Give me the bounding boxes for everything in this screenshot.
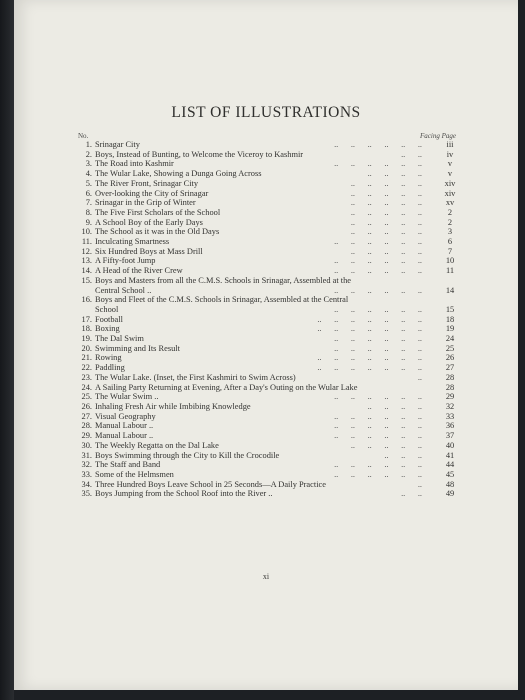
list-item xyxy=(70,295,462,305)
illustration-title: The Staff and Band xyxy=(95,460,161,470)
list-item xyxy=(70,169,462,179)
illustration-number: 12. xyxy=(81,246,92,256)
list-item xyxy=(70,344,462,354)
dot-leaders: .. .. .. .. .. xyxy=(350,440,422,450)
dot-leaders: .. .. .. .. .. .. .. xyxy=(317,363,422,373)
facing-page-number: v xyxy=(447,159,453,169)
illustration-number: 26. xyxy=(81,401,92,411)
illustration-number: 11. xyxy=(81,237,92,247)
list-item xyxy=(70,412,462,422)
facing-page-number: 40 xyxy=(445,440,455,450)
list-item xyxy=(70,189,462,199)
list-item xyxy=(70,373,462,383)
dot-leaders: .. .. .. .. .. .. xyxy=(334,469,422,479)
illustration-number: 34. xyxy=(81,479,92,489)
illustration-title: Boys, Instead of Bunting, to Welcome the Viceroy to Kashmir xyxy=(95,149,304,159)
dot-leaders: .. .. .. .. .. .. xyxy=(334,285,422,295)
illustration-title: Paddling xyxy=(95,363,125,373)
illustration-title: Boys Jumping from the School Roof into the River .. xyxy=(95,489,273,499)
list-item xyxy=(70,363,462,373)
list-item xyxy=(70,431,462,441)
facing-page-number: 48 xyxy=(445,479,455,489)
list-item xyxy=(70,480,462,490)
facing-page-number: 18 xyxy=(445,314,455,324)
dot-leaders: .. .. .. .. xyxy=(367,401,422,411)
facing-page-number: 37 xyxy=(445,431,455,441)
illustration-number: 15. xyxy=(81,275,92,285)
illustration-title: Manual Labour .. xyxy=(95,431,154,441)
book-spine-shadow xyxy=(0,0,14,700)
dot-leaders: .. .. .. .. .. .. xyxy=(334,411,422,421)
illustration-number: 3. xyxy=(85,159,92,169)
facing-page-number: 7 xyxy=(447,246,453,256)
illustration-title: Manual Labour .. xyxy=(95,421,154,431)
facing-page-number: xv xyxy=(445,198,455,208)
illustration-title: Boys Swimming through the City to Kill the Crocodile xyxy=(95,450,280,460)
list-item xyxy=(70,227,462,237)
illustration-number: 28. xyxy=(81,421,92,431)
illustration-title: Rowing xyxy=(95,353,122,363)
illustration-title: Boys and Masters from all the C.M.S. Schools in Srinagar, Assembled at the xyxy=(95,275,352,285)
illustration-title: The Dal Swim xyxy=(95,334,144,344)
illustration-title: Six Hundred Boys at Mass Drill xyxy=(95,246,203,256)
illustration-number: 13. xyxy=(81,256,92,266)
illustration-title: Inhaling Fresh Air while Imbibing Knowledge xyxy=(95,401,251,411)
illustration-title: A Fifty-foot Jump xyxy=(95,256,156,266)
illustration-title-continuation: School xyxy=(95,304,119,314)
dot-leaders: .. .. .. .. .. .. xyxy=(334,237,422,247)
list-item xyxy=(70,334,462,344)
illustration-title: Visual Geography xyxy=(95,411,156,421)
dot-leaders: .. xyxy=(417,372,422,382)
illustration-number: 25. xyxy=(81,392,92,402)
list-item-continuation xyxy=(70,286,462,296)
illustration-number: 29. xyxy=(81,431,92,441)
illustration-number: 33. xyxy=(81,469,92,479)
dot-leaders: .. .. .. .. .. .. xyxy=(334,256,422,266)
facing-page-number: 11 xyxy=(445,266,455,276)
list-item xyxy=(70,383,462,393)
list-item xyxy=(70,460,462,470)
list-item xyxy=(70,256,462,266)
illustration-number: 7. xyxy=(85,198,92,208)
facing-page-number: 2 xyxy=(447,207,453,217)
list-item xyxy=(70,237,462,247)
dot-leaders: .. .. .. .. .. xyxy=(350,246,422,256)
dot-leaders: .. .. xyxy=(401,149,422,159)
illustration-number: 4. xyxy=(85,169,92,179)
list-item xyxy=(70,266,462,276)
illustration-title: A Head of the River Crew xyxy=(95,266,183,276)
dot-leaders: .. .. .. .. .. .. xyxy=(334,266,422,276)
page-title: LIST OF ILLUSTRATIONS xyxy=(171,104,361,121)
illustration-title-continuation: Central School .. xyxy=(95,285,152,295)
illustration-title: The Weekly Regatta on the Dal Lake xyxy=(95,440,219,450)
illustration-title: Football xyxy=(95,314,123,324)
facing-page-number: 27 xyxy=(445,363,455,373)
illustration-number: 10. xyxy=(81,227,92,237)
list-item xyxy=(70,324,462,334)
illustration-number: 31. xyxy=(81,450,92,460)
facing-page-number: iii xyxy=(446,140,454,149)
facing-page-number: 24 xyxy=(445,334,455,344)
illustration-title: Boys and Fleet of the C.M.S. Schools in Srinagar, Assembled at the Central xyxy=(95,295,349,305)
dot-leaders: .. .. .. .. .. xyxy=(350,188,422,198)
illustration-list xyxy=(70,140,462,499)
dot-leaders: .. .. xyxy=(401,489,422,499)
dot-leaders: .. .. .. .. .. .. .. xyxy=(317,314,422,324)
illustration-title: The Five First Scholars of the School xyxy=(95,207,221,217)
list-item xyxy=(70,489,462,499)
list-item xyxy=(70,402,462,412)
facing-page-number: 2 xyxy=(447,217,453,227)
facing-page-number: iv xyxy=(446,149,454,159)
illustration-number: 16. xyxy=(81,295,92,305)
facing-page-number: v xyxy=(447,169,453,179)
illustration-number: 23. xyxy=(81,372,92,382)
illustration-title: Inculcating Smartness xyxy=(95,237,170,247)
illustration-title: The Road into Kashmir xyxy=(95,159,174,169)
list-item xyxy=(70,159,462,169)
illustration-number: 21. xyxy=(81,353,92,363)
dot-leaders: .. .. .. .. .. .. .. xyxy=(317,353,422,363)
illustration-number: 2. xyxy=(85,149,92,159)
list-item xyxy=(70,179,462,189)
list-item xyxy=(70,353,462,363)
facing-page-number: 28 xyxy=(445,382,455,392)
dot-leaders: .. .. .. .. .. .. xyxy=(334,392,422,402)
illustration-number: 24. xyxy=(81,382,92,392)
facing-page-number: 36 xyxy=(445,421,455,431)
illustration-number: 35. xyxy=(81,489,92,499)
list-item xyxy=(70,441,462,451)
dot-leaders: .. .. .. xyxy=(384,450,422,460)
illustration-title: The Wular Lake, Showing a Dunga Going Across xyxy=(95,169,262,179)
illustration-title: Srinagar City xyxy=(95,140,140,149)
illustration-number: 8. xyxy=(85,207,92,217)
list-item-continuation xyxy=(70,305,462,315)
dot-leaders: .. .. .. .. .. .. xyxy=(334,343,422,353)
facing-page-number: 14 xyxy=(445,285,455,295)
dot-leaders: .. .. .. .. xyxy=(367,169,422,179)
illustration-title: Three Hundred Boys Leave School in 25 Seconds—A Daily Practice xyxy=(95,479,326,489)
facing-page-number: 44 xyxy=(445,460,455,470)
facing-page-number: 26 xyxy=(445,353,455,363)
list-item xyxy=(70,198,462,208)
facing-page-number: 41 xyxy=(445,450,455,460)
dot-leaders: .. .. .. .. .. xyxy=(350,217,422,227)
dot-leaders: .. .. .. .. .. .. xyxy=(334,140,422,149)
facing-page-number: 29 xyxy=(445,392,455,402)
facing-page-number: xiv xyxy=(444,178,456,188)
facing-page-number: xiv xyxy=(444,188,456,198)
illustration-title: Swimming and Its Result xyxy=(95,343,180,353)
dot-leaders: .. xyxy=(417,479,422,489)
dot-leaders: .. .. .. .. .. xyxy=(350,178,422,188)
illustration-title: The River Front, Srinagar City xyxy=(95,178,199,188)
dot-leaders: .. .. .. .. .. .. xyxy=(334,431,422,441)
list-item xyxy=(70,451,462,461)
list-item xyxy=(70,140,462,150)
facing-page-number: 10 xyxy=(445,256,455,266)
facing-page-number: 33 xyxy=(445,411,455,421)
list-item xyxy=(70,392,462,402)
dot-leaders: .. .. .. .. .. .. xyxy=(334,421,422,431)
facing-page-number: 28 xyxy=(445,372,455,382)
illustration-number: 1. xyxy=(85,140,92,149)
facing-page-column-header: Facing Page xyxy=(420,132,456,140)
list-item xyxy=(70,276,462,286)
facing-page-number: 45 xyxy=(445,469,455,479)
list-item xyxy=(70,150,462,160)
dot-leaders: .. .. .. .. .. .. xyxy=(334,460,422,470)
list-item xyxy=(70,208,462,218)
list-item xyxy=(70,247,462,257)
illustration-number: 22. xyxy=(81,363,92,373)
illustration-number: 14. xyxy=(81,266,92,276)
illustration-title: Some of the Helmsmen xyxy=(95,469,174,479)
illustration-title: The School as it was in the Old Days xyxy=(95,227,220,237)
facing-page-number: 32 xyxy=(445,401,455,411)
dot-leaders: .. .. .. .. .. .. xyxy=(334,304,422,314)
illustration-title: Over-looking the City of Srinagar xyxy=(95,188,209,198)
book-page xyxy=(14,0,518,690)
list-item xyxy=(70,315,462,325)
illustration-number: 30. xyxy=(81,440,92,450)
dot-leaders: .. .. .. .. .. .. xyxy=(334,159,422,169)
dot-leaders: .. .. .. .. .. .. .. xyxy=(317,324,422,334)
number-column-header: No. xyxy=(78,132,89,140)
illustration-number: 18. xyxy=(81,324,92,334)
facing-page-number: 19 xyxy=(445,324,455,334)
illustration-title: The Wular Swim .. xyxy=(95,392,159,402)
dot-leaders: .. .. .. .. .. xyxy=(350,207,422,217)
illustration-number: 5. xyxy=(85,178,92,188)
facing-page-number: 15 xyxy=(445,304,455,314)
illustration-title: A Sailing Party Returning at Evening, After a Day's Outing on the Wular Lake xyxy=(95,382,358,392)
list-item xyxy=(70,421,462,431)
illustration-number: 20. xyxy=(81,343,92,353)
illustration-number: 19. xyxy=(81,334,92,344)
list-item xyxy=(70,218,462,228)
facing-page-number: 3 xyxy=(447,227,453,237)
facing-page-number: 25 xyxy=(445,343,455,353)
illustration-title: A School Boy of the Early Days xyxy=(95,217,203,227)
illustration-number: 6. xyxy=(85,188,92,198)
dot-leaders: .. .. .. .. .. xyxy=(350,198,422,208)
illustration-number: 9. xyxy=(85,217,92,227)
dot-leaders: .. .. .. .. .. xyxy=(350,227,422,237)
page-folio: xi xyxy=(262,572,270,581)
illustration-number: 17. xyxy=(81,314,92,324)
illustration-number: 27. xyxy=(81,411,92,421)
dot-leaders: .. .. .. .. .. .. xyxy=(334,334,422,344)
facing-page-number: 49 xyxy=(445,489,455,499)
illustration-title: The Wular Lake. (Inset, the First Kashmiri to Swim Across) xyxy=(95,372,296,382)
illustration-title: Srinagar in the Grip of Winter xyxy=(95,198,196,208)
illustration-title: Boxing xyxy=(95,324,120,334)
facing-page-number: 6 xyxy=(447,237,453,247)
list-item xyxy=(70,470,462,480)
illustration-number: 32. xyxy=(81,460,92,470)
